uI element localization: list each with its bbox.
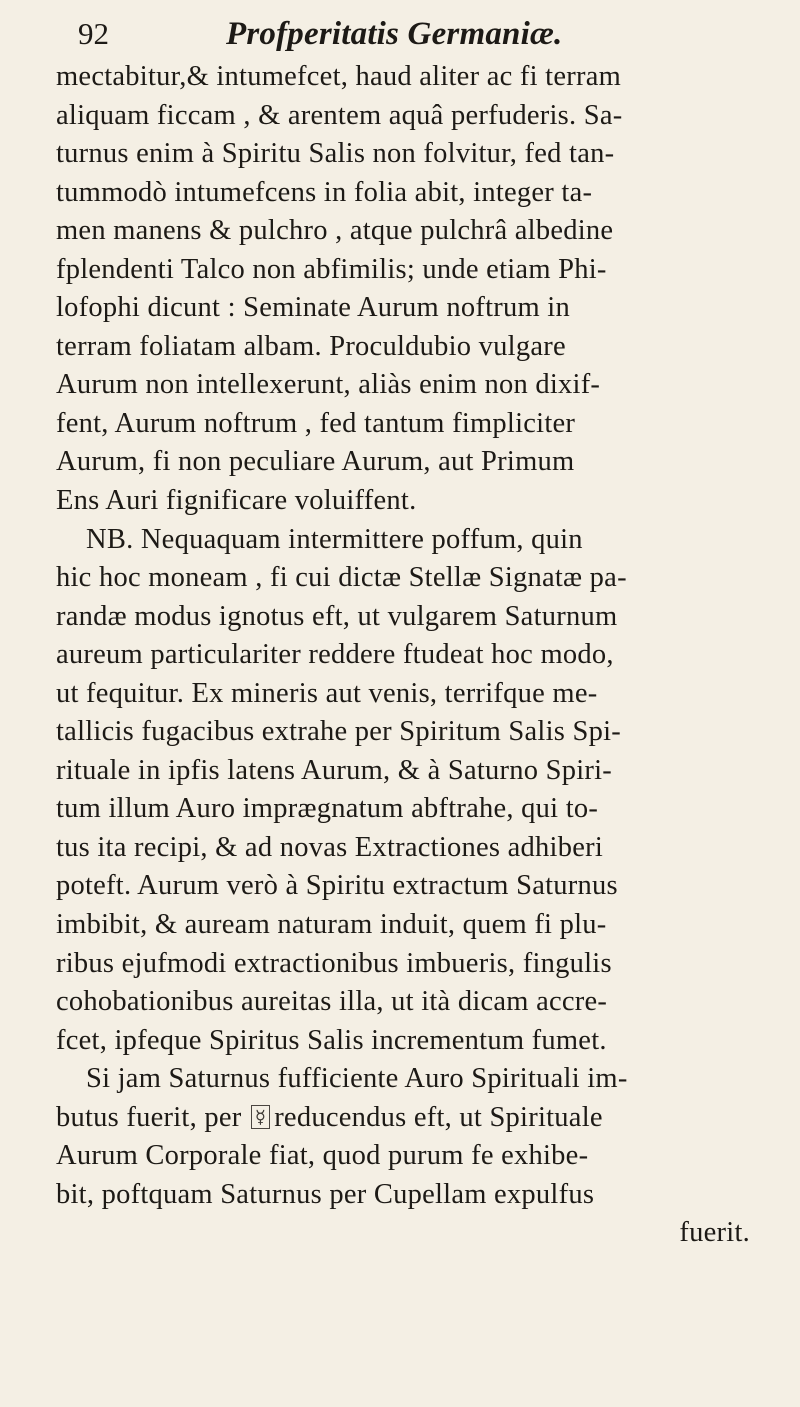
text-segment: butus fuerit, per bbox=[56, 1101, 242, 1133]
text-line: randæ modus ignotus eft, ut vulgarem Saturnum bbox=[56, 600, 618, 632]
text-line: tum illum Auro imprægnatum abftrahe, qui to- bbox=[56, 793, 599, 825]
text-line: ut fequitur. Ex mineris aut venis, terrifque me- bbox=[56, 677, 598, 709]
text-line: Aurum Corporale fiat, quod purum fe exhibe- bbox=[56, 1140, 589, 1172]
text-line: fplendenti Talco non abfimilis; unde etiam Phi- bbox=[56, 253, 607, 285]
text-line: aliquam ficcam , & arentem aquâ perfuderis. Sa- bbox=[56, 99, 623, 131]
running-head bbox=[78, 14, 768, 62]
running-title: Profperitatis Germaniæ. bbox=[226, 16, 563, 52]
page-number: 92 bbox=[78, 16, 109, 51]
alchemical-symbol-icon: ☿ bbox=[251, 1105, 270, 1129]
text-line: rituale in ipfis latens Aurum, & à Saturno Spiri- bbox=[56, 754, 613, 786]
text-line-with-symbol bbox=[56, 1099, 768, 1138]
text-line: lofophi dicunt : Seminate Aurum noftrum in bbox=[56, 292, 570, 324]
text-line: Si jam Saturnus fufficiente Auro Spirituali im- bbox=[86, 1063, 628, 1095]
text-line: bit, poftquam Saturnus per Cupellam expulfus bbox=[56, 1178, 595, 1210]
text-line: fent, Aurum noftrum , fed tantum fimpliciter bbox=[56, 407, 576, 439]
text-line: Aurum, fi non peculiare Aurum, aut Primum bbox=[56, 446, 575, 478]
text-line: mectabitur,& intumefcet, haud aliter ac fi terram bbox=[56, 61, 622, 92]
text-line: cohobationibus aureitas illa, ut ità dicam accre- bbox=[56, 986, 608, 1018]
text-line: Aurum non intellexerunt, aliàs enim non dixif- bbox=[56, 369, 601, 401]
text-line: hic hoc moneam , fi cui dictæ Stellæ Signatæ pa- bbox=[56, 562, 627, 594]
text-line: tallicis fugacibus extrahe per Spiritum Salis Spi- bbox=[56, 716, 621, 748]
text-line: fcet, ipfeque Spiritus Salis incrementum fumet. bbox=[56, 1024, 607, 1056]
text-line: tus ita recipi, & ad novas Extractiones adhiberi bbox=[56, 831, 604, 863]
body-text bbox=[56, 58, 768, 1253]
text-segment: reducendus eft, ut Spirituale bbox=[274, 1101, 603, 1133]
text-line: ribus ejufmodi extractionibus imbueris, fingulis bbox=[56, 947, 612, 979]
text-line: NB. Nequaquam intermittere poffum, quin bbox=[86, 523, 583, 555]
text-line: turnus enim à Spiritu Salis non folvitur, fed tan- bbox=[56, 138, 615, 170]
text-line: fuerit. bbox=[679, 1217, 750, 1249]
text-line: aureum particulariter reddere ftudeat hoc modo, bbox=[56, 639, 614, 671]
text-line: men manens & pulchro , atque pulchrâ albedine bbox=[56, 215, 614, 247]
text-line: tummodò intumefcens in folia abit, integer ta- bbox=[56, 176, 593, 208]
text-line: terram foliatam albam. Proculdubio vulgare bbox=[56, 330, 566, 362]
text-line: imbibit, & auream naturam induit, quem fi plu- bbox=[56, 909, 607, 941]
text-line: Ens Auri fignificare voluiffent. bbox=[56, 485, 417, 517]
text-line: poteft. Aurum verò à Spiritu extractum Saturnus bbox=[56, 870, 618, 902]
